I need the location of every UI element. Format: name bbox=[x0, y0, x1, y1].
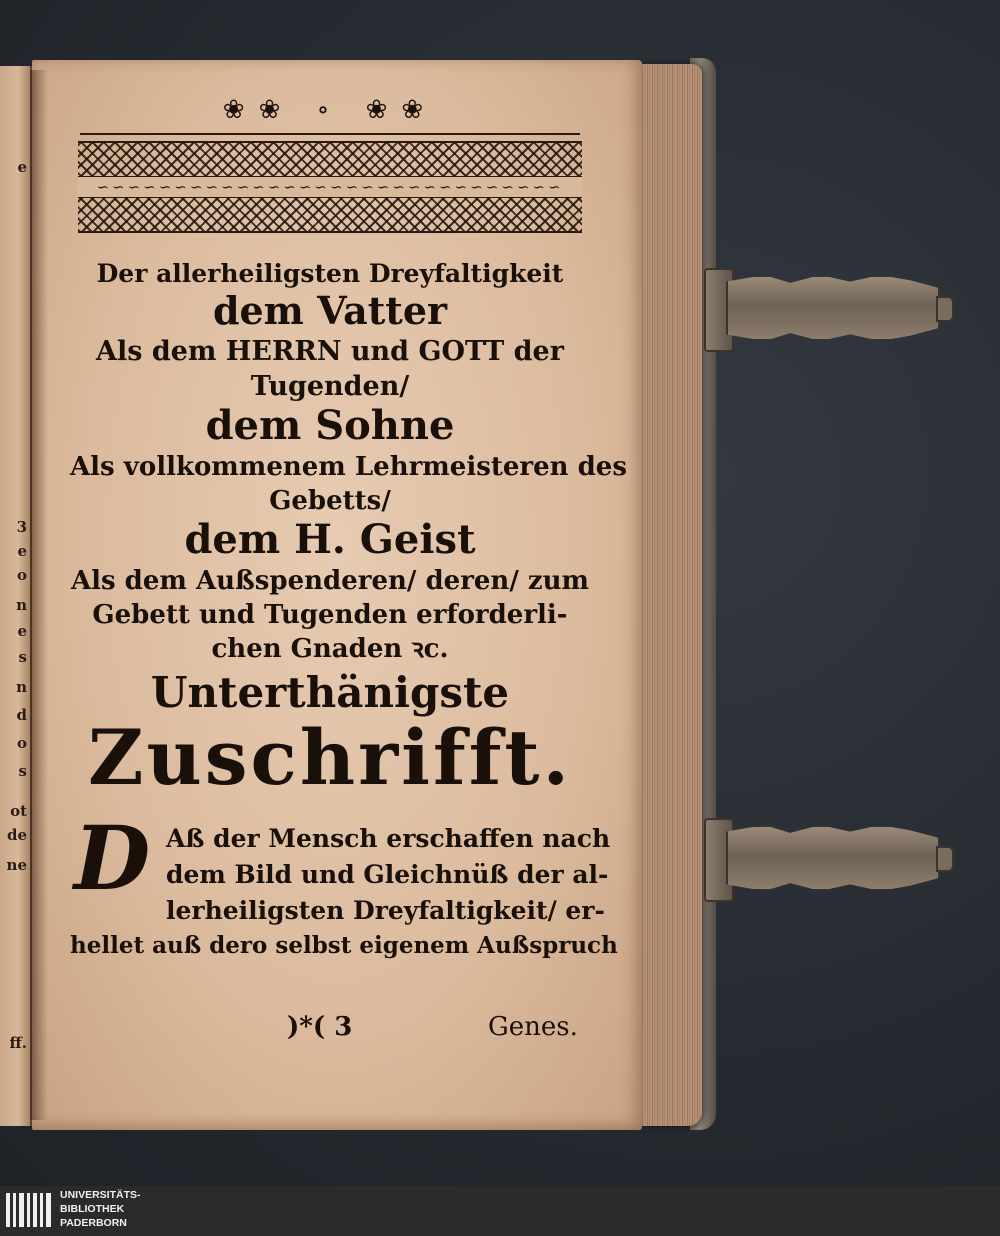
dedication-paragraph bbox=[70, 806, 618, 976]
page-content bbox=[70, 95, 627, 976]
heading-line: Unterthänigste bbox=[150, 668, 510, 717]
logo-line: PADERBORN bbox=[60, 1217, 127, 1229]
dedication-heading bbox=[70, 259, 627, 802]
border-wave-band: ∽∽∽∽∽∽∽∽∽∽∽∽∽∽∽∽∽∽∽∽∽∽∽∽∽∽∽∽∽∽ bbox=[78, 176, 582, 198]
prev-page-mark: s bbox=[18, 648, 27, 666]
paragraph-line: dem Bild und Gleichnüß der al- bbox=[166, 860, 609, 889]
paragraph-line: lerheiligsten Dreyfaltigkeit/ er- bbox=[166, 896, 605, 925]
heading-line: Gebett und Tugenden erforderli- bbox=[92, 600, 568, 630]
heading-line: Als dem Außspenderen/ deren/ zum bbox=[70, 566, 590, 596]
upper-clasp bbox=[726, 275, 940, 341]
heading-line: chen Gnaden ꝛc. bbox=[211, 634, 449, 664]
prev-page-mark: n bbox=[16, 678, 27, 696]
library-footer bbox=[0, 1186, 1000, 1236]
ornament-rule bbox=[80, 133, 580, 135]
prev-page-mark: s bbox=[18, 762, 27, 780]
paragraph-line: hellet auß dero selbst eigenem Außspruch bbox=[70, 932, 618, 959]
prev-page-mark: o bbox=[16, 734, 27, 752]
prev-page-mark: e bbox=[17, 542, 27, 560]
heading-line: Gebetts/ bbox=[269, 486, 391, 516]
heading-line: Der allerheiligsten Dreyfaltigkeit bbox=[96, 259, 564, 288]
upper-clasp-tip bbox=[936, 296, 954, 322]
page-title: Zuschrifft. bbox=[88, 713, 572, 802]
prev-page-mark: ne bbox=[6, 856, 27, 874]
heading-line: Als dem HERRN und GOTT der bbox=[96, 336, 564, 367]
prev-page-mark: d bbox=[16, 706, 27, 724]
catchword: Genes. bbox=[488, 1012, 578, 1042]
gutter-shadow bbox=[30, 70, 48, 1120]
prev-page-mark: de bbox=[6, 826, 27, 844]
prev-page-mark: 3 bbox=[16, 518, 27, 536]
logo-line: BIBLIOTHEK bbox=[60, 1203, 125, 1215]
page-block-edge bbox=[638, 64, 702, 1126]
library-logo-text bbox=[60, 1188, 141, 1230]
prev-page-mark: e bbox=[17, 158, 27, 176]
prev-page-mark: o bbox=[16, 566, 27, 584]
paragraph-line: Aß der Mensch erschaffen nach bbox=[166, 824, 611, 853]
previous-page-edge bbox=[0, 66, 32, 1126]
lower-clasp-tip bbox=[936, 846, 954, 872]
library-logo-icon bbox=[6, 1193, 54, 1227]
drop-cap: D bbox=[73, 806, 151, 910]
heading-line: dem Vatter bbox=[212, 288, 448, 333]
decorative-border bbox=[78, 141, 582, 233]
top-ornament: ❀❀ ∘ ❀❀ bbox=[222, 95, 438, 125]
logo-line: UNIVERSITÄTS- bbox=[60, 1189, 141, 1201]
heading-line: Tugenden/ bbox=[250, 371, 410, 402]
lower-clasp bbox=[726, 825, 940, 891]
signature-mark: )*( 3 bbox=[287, 1012, 353, 1042]
prev-page-mark: ot bbox=[10, 802, 27, 820]
heading-line: dem Sohne bbox=[205, 402, 455, 449]
heading-line: Als vollkommenem Lehrmeisteren des bbox=[70, 452, 627, 482]
prev-page-mark: n bbox=[16, 596, 27, 614]
prev-page-mark: e bbox=[17, 622, 27, 640]
heading-line: dem H. Geist bbox=[184, 516, 476, 563]
prev-page-mark: ff. bbox=[9, 1034, 27, 1052]
